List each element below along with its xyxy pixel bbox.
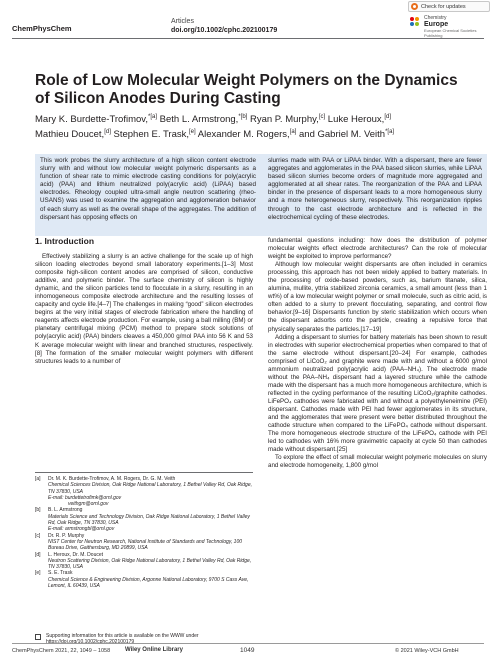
affiliation-line: Dr. M. K. Burdette-Trofimov, A. M. Rogers, Dr. G. M. Veith: [48, 476, 176, 482]
author-name: and Gabriel M. Veith: [296, 129, 386, 141]
affiliation-text: [48, 570, 253, 589]
footer-citation: ChemPhysChem 2021, 22, 1049 – 1058: [12, 648, 111, 654]
affiliation-label: [d]: [35, 551, 41, 558]
supporting-info-icon: [35, 634, 41, 640]
author-affiliation-mark: *[a]: [147, 114, 157, 120]
article-type: Articles: [171, 18, 194, 25]
author-affiliation-mark: [d]: [104, 129, 111, 136]
check-for-updates-button[interactable]: [408, 1, 490, 12]
affiliation-entry: [35, 533, 253, 552]
abstract-right: slurries made with PAA or LiPAA binder. With a dispersant, there are fewer aggregates and agglomerates in the PAA based silicon slurries, while LiPAA based silicon slurries become orders of magnitude more aggregated and agglomerated at all shear rates. The reorganization of the PAA and LiPAA binder in the presence of dispersant leads to a more homogeneous slurry and a more heterogeneous slurry, respectively. This reorganization ripples through to the cast electrode architecture and is reflected in the electrochemical cycling of these electrodes.: [268, 157, 482, 221]
author-name: Beth L. Armstrong,: [157, 114, 239, 126]
page-number: 1049: [240, 647, 255, 654]
affiliation-text: [48, 476, 253, 507]
supporting-info-text[interactable]: Supporting information for this article is available on the WWW under: [46, 633, 199, 639]
author-line-2: [35, 126, 475, 141]
abstract-left: This work probes the slurry architecture of a high silicon content electrode slurry with and without low molecular weight polymeric dispersants as a function of shear rate to mimic electrode casting conditions for poly(acrylic acid) (PAA) and lithium neutralized poly(acrylic acid) (LiPAA) based electrodes. Rheology coupled ultra-small angle neutron scattering (rheo-USANS) was used to examine the aggregation and agglomeration behavior of each slurry as well as the overall shape of the aggregates. The addition of dispersant has opposing effects on: [40, 157, 256, 221]
affiliation-line: B. L. Armstrong: [48, 507, 83, 514]
footer-divider: [12, 643, 484, 644]
society-line3: European Chemical Societies Publishing: [424, 28, 477, 38]
affiliation-label: [e]: [35, 570, 41, 577]
affiliation-label: [c]: [35, 532, 41, 539]
author-affiliation-mark: *[a]: [385, 129, 395, 136]
updates-icon: [411, 3, 418, 10]
author-affiliation-mark: [a]: [289, 129, 297, 136]
affiliation-line: NIST Center for Neutron Research, National Institute of Standards and Technology, 100 Bureau Drive, Gaithersburg, MD 20899, USA: [48, 538, 242, 552]
author-line-1: [35, 111, 475, 126]
author-name: Alexander M. Rogers,: [195, 129, 290, 141]
society-logo: [410, 15, 490, 37]
section-heading: 1. Introduction: [35, 236, 95, 246]
author-name: Mary K. Burdette-Trofimov,: [35, 114, 148, 126]
journal-name: ChemPhysChem: [12, 24, 72, 33]
footer-copyright: © 2021 Wiley-VCH GmbH: [395, 648, 459, 654]
affiliation-line: Chemical Science & Engineering Division, Argonne National Laboratory, 9700 S Cass Ave, Lemont, IL 60439, USA: [48, 576, 249, 590]
affiliation-text: [48, 533, 253, 552]
affiliation-label: [a]: [35, 476, 41, 482]
affiliation-text: [48, 552, 253, 571]
author-affiliation-mark: [e]: [189, 129, 196, 136]
affiliation-line: Materials Science and Technology Division, Oak Ridge National Laboratory, 1 Bethel Valley Rd, Oak Ridge, TN 37830, USA: [48, 513, 250, 527]
society-line2: Europe: [424, 21, 449, 28]
author-name: Mathieu Doucet,: [35, 129, 105, 141]
affiliation-line[interactable]: E-mail: burdettetrofimk@ornl.gov: [48, 494, 122, 501]
affiliation-entry: [35, 552, 253, 571]
affiliation-line[interactable]: veithgm@ornl.gov: [68, 501, 109, 508]
affiliation-line: L. Heroux, Dr. M. Doucet: [48, 551, 104, 558]
affiliation-line: Chemical Sciences Division, Oak Ridge National Laboratory, 1 Bethel Valley Rd, Oak Ridge, TN 37830, USA: [48, 482, 252, 495]
affiliation-line: S. E. Trask: [48, 570, 73, 577]
header-divider: [12, 38, 484, 39]
author-affiliation-mark: *[b]: [238, 114, 248, 120]
affiliation-label: [b]: [35, 507, 41, 514]
chemistry-europe-icon: [410, 17, 420, 27]
society-line1: Chemistry: [424, 15, 447, 21]
affiliations: [35, 476, 253, 589]
paragraph: fundamental questions including: how does the distribution of polymer molecular weights effect electrode architectures? Can the role of molecular weight be exploited to improve performance?: [268, 237, 487, 261]
author-name: Ryan P. Murphy,: [247, 114, 319, 126]
paragraph: To explore the effect of small molecular weight polymeric molecules on slurry and electrode homogeneity, 1,800 g/mol: [268, 454, 487, 470]
affiliation-text: [48, 507, 253, 532]
author-affiliation-mark: [d]: [384, 114, 391, 120]
affiliation-line: Dr. R. P. Murphy: [48, 532, 85, 539]
affiliation-entry: [35, 570, 253, 589]
affiliation-line[interactable]: E-mail: armstrongbl@ornl.gov: [48, 526, 115, 533]
affiliations-divider: [35, 472, 253, 473]
intro-right-column: [268, 237, 487, 470]
author-affiliation-mark: [c]: [318, 114, 326, 120]
doi-link[interactable]: doi.org/10.1002/cphc.202100179: [171, 27, 278, 34]
wiley-online-library-link[interactable]: Wiley Online Library: [125, 647, 183, 653]
paragraph: Adding a dispersant to slurries for battery materials has been shown to result in electrodes with superior electrochemical properties when compared to that of the same electrode without dispersant.[20–24] For example, cathodes comprised of LiCoO₂ and graphite were made with and without a 6000 g/mol ammonium neutralized poly(acrylic acid) (PAA–NH₄). The electrode made without the PAA–NH₄ dispersant had a layered structure while the cathode made with the dispersant has a much more homogeneous architecture, which is reflected in the cycling performance of the resulting LiCoO₂/graphite cathodes. LiFePO₄ cathodes were fabricated with and without a polyethyleneimine (PEI) dispersant. Cathodes made with PEI had fewer agglomerates in its structure, and the agglomerates that were present were better distributed throughout the cathode structure when compared to the LiFePO₄ cathode without dispersant. The more homogeneous electrode structure of the LiFePO₄ cathode with PEI led to cathodes with 16% more gravimetric capacity at cycle 50 than cathodes made without dispersant.[25]: [268, 333, 487, 454]
affiliation-line: Neutron Scattering Division, Oak Ridge National Laboratory, 1 Bethel Valley Rd, Oak Ridge, TN 37830, USA: [48, 557, 252, 571]
updates-label: Check for updates: [421, 3, 466, 10]
abstract: [35, 154, 487, 236]
affiliation-entry: [35, 507, 253, 532]
article-title: Role of Low Molecular Weight Polymers on the Dynamics of Silicon Anodes During Casting: [35, 72, 458, 107]
affiliation-entry: [35, 476, 253, 507]
author-name: Luke Heroux,: [325, 114, 385, 126]
intro-left-column: [35, 253, 253, 366]
paragraph: Although low molecular weight dispersants are often included in ceramics processing, this approach has not been widely applied to battery materials. In the processing of oxide-based powders, such as, barium titanate, silica, alumina, mullite, yttria stabilized zirconia ceramics, a small amount (less than 1 wt%) of a low molecular weight polymer or small molecule, such as citric acid, is often added to a slurry to prevent flocculating, separating, and control flow behavior.[9–16] Dispersants function by steric stabilization which occurs when the dispersant adsorbs onto the particle, creating a repulsive force that physically separates the particles.[17–19]: [268, 261, 487, 333]
author-list: [35, 111, 475, 141]
paragraph: Effectively stabilizing a slurry is an active challenge for the scale up of high silicon loading electrodes beyond small laboratory experiments.[1–3] Most composite high-silicon content anodes are comprised of silicon, conductive additive, and polymeric binder. The surface chemistry of silicon is highly dynamic, and the silicon particles tend to flocculate in a slurry, resulting in an inhomogeneous composite electrode architecture and the resulting losses of capacity and cycle life.[4–7] The challenges in making “good” silicon electrodes begins at the very initial stages of electrode fabrication where the handling of reagents affects electrode production. For example, using a ball milling (BM) or planetary centrifugal mixing (PCM) method to prepare stock solutions of poly(acrylic acid) (PAA) binders cleaves a 450,000 g/mol PAA into 56 K and 53 K average molecular weight with linear and branched structures, respectively.[8] The formation of the smaller molecular weight polymers with different structures leads to a number of: [35, 253, 253, 365]
author-name: Stephen E. Trask,: [110, 129, 190, 141]
